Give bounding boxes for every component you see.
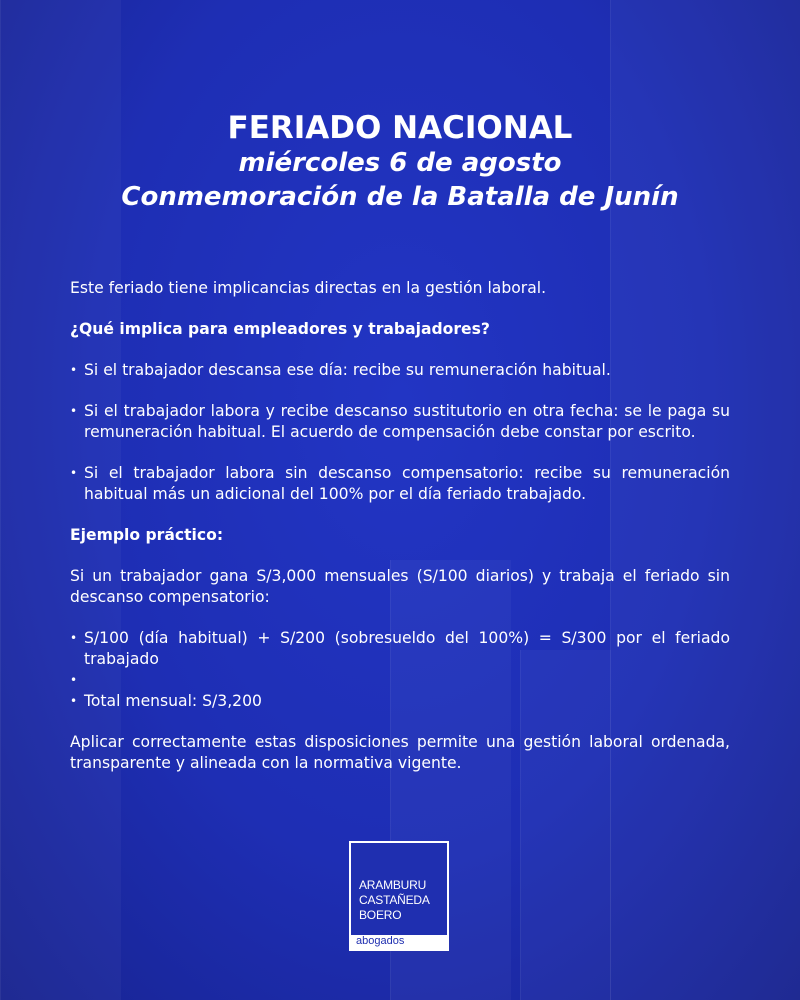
example-text: Si un trabajador gana S/3,000 mensuales (S/100 diarios) y trabaja el feriado sin descanso compensatorio:	[70, 567, 730, 606]
date: miércoles 6 de agosto	[238, 148, 562, 178]
logo-subtitle: abogados	[351, 935, 447, 949]
example-list	[70, 628, 730, 712]
question-heading: ¿Qué implica para empleadores y trabajadores?	[70, 320, 490, 338]
implications-list	[70, 360, 730, 505]
occasion: Conmemoración de la Batalla de Junín	[121, 182, 679, 212]
list-item: • Si el trabajador descansa ese día: recibe su remuneración habitual.	[70, 360, 730, 381]
logo-line: CASTAÑEDA	[359, 893, 430, 907]
list-item: • Total mensual: S/3,200	[70, 691, 730, 712]
firm-logo	[349, 841, 449, 951]
header	[0, 110, 800, 214]
list-item: • S/100 (día habitual) + S/200 (sobresueldo del 100%) = S/300 por el feriado trabajado	[70, 628, 730, 670]
list-item: • Si el trabajador labora y recibe descanso sustitutorio en otra fecha: se le paga su remuneración habitual. El acuerdo de compensación debe constar por escrito.	[70, 401, 730, 443]
title: FERIADO NACIONAL	[227, 110, 573, 146]
closing: Aplicar correctamente estas disposiciones permite una gestión laboral ordenada, transparente y alineada con la normativa vigente.	[70, 733, 730, 772]
list-item-empty	[70, 670, 730, 691]
logo-line: ARAMBURU	[359, 878, 427, 892]
logo-line: BOERO	[359, 908, 402, 922]
content	[70, 278, 730, 794]
intro: Este feriado tiene implicancias directas en la gestión laboral.	[70, 279, 547, 297]
example-heading: Ejemplo práctico:	[70, 526, 224, 544]
list-item: • Si el trabajador labora sin descanso compensatorio: recibe su remuneración habitual más un adicional del 100% por el día feriado trabajado.	[70, 463, 730, 505]
